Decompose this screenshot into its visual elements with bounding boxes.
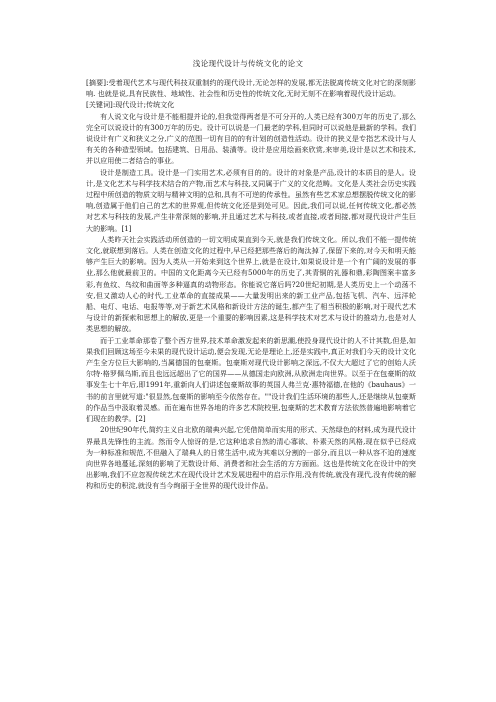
body-paragraph: 设计是制造工具。设计是一门实用艺术,必须有目的的。设计的对象是产品,设计的本质目的是人。设计,是文化艺术与科学技术结合的产物,而艺术与科技,又同属于广义的文化范畴。文化是人类社会历史实践过程中所创造的物质文明与精神文明的总和,具有不可逆的传承性。虽然有些艺术家总想摆脱传统文化的影响,创造属于他们自己的艺术的世界观,但传统文化还是到处可见。因此,我们可以说,任何传统文化,都必然对艺术与科技的发展,产生非常深刻的影响,并且通过艺术与科技,或者直接,或者间接,都对现代设计产生巨大的影响。[1] — [86, 167, 416, 233]
abstract-paragraph: [摘要]:受着现代艺术与现代科技双重制约的现代设计,无论怎样的发展,都无法脱离传统文化对它的深刻影响. 也就是说,具有民族性、地域性、社会性和历史性的传统文化,无时无刻不在影响着现代设计运动。 — [86, 78, 416, 99]
document-body — [86, 77, 416, 492]
body-paragraph: 而于工业革命那卷了整个西方世界,技术革命激发起来的新思潮,使投身现代设计的人不计其数,但是,如果我们回顾这场至今未果的现代设计运动,便会发现,无论是理论上,还是实践中,真正对我们今天的设计文化产生全方位巨大影响的,当属德国的包豪斯。包豪斯对现代设计影响之深远,不仅大大超过了它的创始人沃尔特·格罗佩乌斯,而且也远远超出了它的国界——从德国走向欧洲,从欧洲走向世界。以至于在包豪斯的故事发生七十年后,即1991年,重新向人们讲述包豪斯故事的英国人弗兰克·惠特福德,在他的《bauhaus》一书的前言里就写道:"很显然,包豪斯的影响至今依然存在。""设计我们生活环境的那些人,还是继续从包豪斯的作品当中汲取着灵感。而在遍布世界各地的许多艺术院校里,包豪斯的艺术教育方法依然普遍地影响着它们现在的教学。[2] — [86, 335, 416, 424]
body-paragraph: 20世纪90年代,简约主义自北欧的瑞典兴起,它凭借简单而实用的形式、天然绿色的材料,成为现代设计界最具先锋性的主流。然而令人惊讶的是,它这种追求自然的清心寡欲、朴素天然的风格,现在似乎已经成为一种标准和规范,不但融入了瑞典人的日常生活中,成为其难以分割的一部分,而且以一种从容不迫的速度向世界各地蔓延,深刻的影响了无数设计师、消费者和社会生活的方方面面。这也是传统文化在设计中的突出影响,我们不应忽视传统艺术在现代设计艺术发展进程中的启示作用,没有传统,就没有现代,没有传统的解构和历史的积淀,就没有当今绚丽于全世界的现代设计作品。 — [86, 425, 416, 491]
document-title: 浅论现代设计与传统文化的论文 — [192, 59, 304, 68]
body-paragraph: 有人说文化与设计是不能相提并论的,但我觉得两者是不可分开的,人类已经有300万年的历史了,那么完全可以说设计的有300万年的历史。设计可以说是一门最老的学科,但同时可以说他是最新的学科。我们说设计有广义和狭义之分,广义的范围一切有目的的有计划的创造性活动。设计的狭义是专指艺术设计与人有关的各种造型领域。包括建筑、日用品、装潢等。设计是应用绘画来欣赏,来审美,设计是以艺术和技术,并以应用使二者结合的事业。 — [86, 111, 416, 166]
keywords-paragraph: [关键词]:现代设计;传统文化 — [86, 100, 175, 110]
body-paragraph: 人类昨天社会实践活动所创造的一切文明成果直到今天,就是我们传统文化。所以,我们不能一提传统文化,就联想到落后。人类在创造文化的过程中,早已经把那些落后的淘汰掉了,保留下来的,对今天和明天能够产生巨大的影响。因为人类从一开始来到这个世界上,就是在设计,如果说设计是一个有广阔的发展的事业,那么他就最前卫的。中国的文化距离今天已经有5000年的历史了,其青铜的礼器和鼎,彩陶图案丰富多彩,有鱼纹、鸟纹和曲面等多种逼真的动物形态。你能说它落后吗?20世纪初期,是人类历史上一个动荡不安,但又激动人心的时代,工业革命的直接成果——大量发明出来的新工业产品,包括飞机、汽车、远洋轮船、电灯、电话、电报等等,对于新艺术风格和新设计方法的诞生,都产生了相当积极的影响,对于现代艺术与设计的新探索和思想上的解放,更是一个重要的影响因素,这是科学技术对艺术与设计的推动力,也是对人类思想的解放。 — [86, 234, 416, 334]
